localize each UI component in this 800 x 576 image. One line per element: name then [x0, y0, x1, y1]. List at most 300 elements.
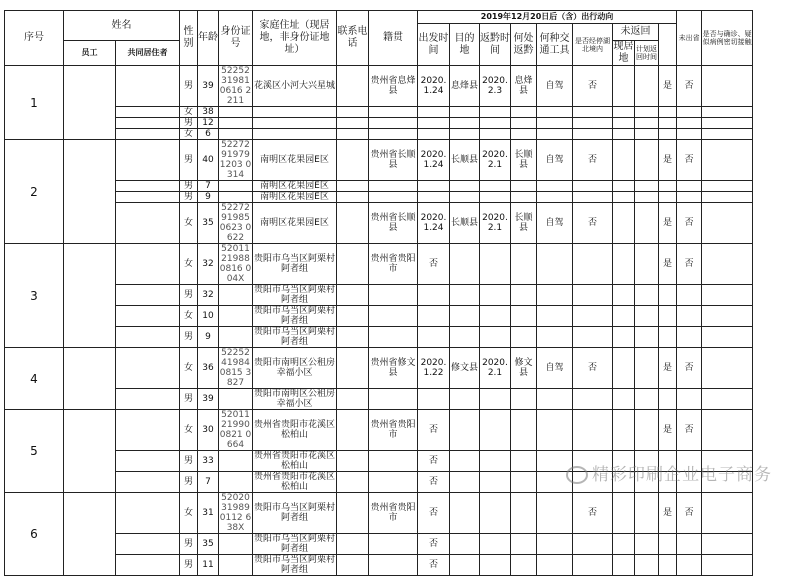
return-place-cell	[511, 534, 537, 555]
table-row	[5, 140, 753, 181]
header-age: 年龄	[198, 11, 219, 66]
phone-cell	[337, 555, 369, 576]
age-cell: 38	[198, 107, 219, 118]
gender-cell: 男	[180, 118, 198, 129]
current-location-cell	[613, 107, 635, 118]
gender-cell: 男	[180, 555, 198, 576]
destination-cell	[450, 451, 480, 472]
header-return-place: 何处返黔	[511, 24, 537, 66]
destination-cell: 长顺县	[450, 203, 480, 244]
phone-cell	[337, 203, 369, 244]
id-card-cell: 52272919791203 0314	[219, 140, 252, 180]
seq-cell: 5	[5, 410, 64, 493]
current-location-cell	[613, 203, 635, 244]
employee-name-cell	[64, 66, 116, 140]
cohabitant-name-cell	[116, 348, 180, 389]
depart-time-cell: 否	[418, 555, 450, 576]
current-location-cell	[613, 348, 635, 389]
remark-cell	[702, 555, 753, 576]
destination-cell	[450, 285, 480, 306]
phone-cell	[337, 66, 369, 107]
depart-time-cell: 否	[418, 534, 450, 555]
remark-cell	[702, 118, 753, 129]
return-time-cell	[480, 306, 511, 327]
contact-cell	[677, 107, 702, 118]
destination-cell	[450, 129, 480, 140]
passed-hubei-cell: 否	[573, 493, 613, 534]
current-location-cell	[613, 389, 635, 410]
remark-cell	[702, 493, 753, 534]
header-seq: 序号	[5, 11, 64, 66]
gender-cell: 男	[180, 140, 198, 181]
not-left-cell	[659, 555, 677, 576]
return-time-cell	[480, 534, 511, 555]
remark-cell	[702, 129, 753, 140]
hometown-cell	[369, 107, 418, 118]
return-place-cell: 长顺县	[511, 140, 537, 181]
destination-cell	[450, 410, 480, 451]
cohabitant-name-cell	[116, 285, 180, 306]
address-cell: 贵阳市乌当区阿栗村阿者组	[253, 327, 335, 347]
header-depart-time: 出发时间	[418, 24, 450, 66]
return-time-cell: 2020.2.1	[480, 140, 511, 181]
address-cell: 南明区花果园E区	[253, 192, 337, 203]
transport-cell	[537, 555, 573, 576]
id-card-cell: 52252319810616 2211	[219, 66, 252, 106]
remark-cell	[702, 66, 753, 107]
id-card-cell: 52020319890112 638X	[219, 493, 252, 533]
return-time-cell	[480, 285, 511, 306]
contact-cell	[677, 306, 702, 327]
destination-cell: 长顺县	[450, 140, 480, 181]
cohabitant-name-cell	[116, 192, 180, 203]
planned-return-cell	[635, 118, 659, 129]
planned-return-cell	[635, 203, 659, 244]
table-row	[5, 306, 753, 327]
id-card-cell	[219, 181, 253, 192]
return-place-cell	[511, 244, 537, 285]
cohabitant-name-cell	[116, 306, 180, 327]
planned-return-cell	[635, 192, 659, 203]
transport-cell: 自驾	[537, 203, 573, 244]
age-cell: 31	[198, 493, 219, 534]
address-cell	[253, 107, 337, 118]
address-cell	[253, 118, 337, 129]
planned-return-cell	[635, 348, 659, 389]
phone-cell	[337, 129, 369, 140]
passed-hubei-cell	[573, 555, 613, 576]
destination-cell	[450, 493, 480, 534]
passed-hubei-cell	[573, 107, 613, 118]
table-row	[5, 181, 753, 192]
current-location-cell	[613, 244, 635, 285]
address-cell: 南明区花果园E区	[253, 203, 337, 244]
transport-cell: 自驾	[537, 140, 573, 181]
depart-time-cell: 否	[418, 493, 450, 534]
id-card-cell	[219, 192, 253, 203]
remark-cell	[702, 327, 753, 348]
transport-cell: 自驾	[537, 66, 573, 107]
planned-return-cell	[635, 244, 659, 285]
cohabitant-name-cell	[116, 129, 180, 140]
cohabitant-name-cell	[116, 107, 180, 118]
table-row	[5, 389, 753, 410]
not-left-cell	[659, 389, 677, 410]
destination-cell	[450, 181, 480, 192]
id-card-cell	[219, 107, 253, 118]
hometown-cell	[369, 472, 418, 493]
address-cell: 贵阳市南明区公租房幸福小区	[253, 348, 337, 389]
return-time-cell	[480, 118, 511, 129]
planned-return-cell	[635, 327, 659, 348]
passed-hubei-cell	[573, 118, 613, 129]
not-left-cell: 是	[659, 203, 677, 244]
gender-cell: 女	[180, 129, 198, 140]
phone-cell	[337, 472, 369, 493]
return-time-cell	[480, 451, 511, 472]
employee-name-cell	[64, 140, 116, 244]
not-left-cell	[659, 181, 677, 192]
transport-cell: 自驾	[537, 348, 573, 389]
transport-cell	[537, 389, 573, 410]
hometown-cell	[369, 285, 418, 306]
transport-cell	[537, 118, 573, 129]
contact-cell	[677, 389, 702, 410]
planned-return-cell	[635, 140, 659, 181]
planned-return-cell	[635, 410, 659, 451]
depart-time-cell	[418, 285, 450, 306]
planned-return-cell	[635, 66, 659, 107]
return-time-cell	[480, 129, 511, 140]
not-left-cell	[659, 129, 677, 140]
age-cell: 33	[198, 451, 219, 472]
destination-cell	[450, 389, 480, 410]
remark-cell	[702, 192, 753, 203]
table-row	[5, 107, 753, 118]
hometown-cell: 贵州省修文县	[369, 348, 418, 389]
remark-cell	[702, 203, 753, 244]
hometown-cell	[369, 129, 418, 140]
passed-hubei-cell: 否	[573, 348, 613, 389]
planned-return-cell	[635, 555, 659, 576]
id-card-cell	[219, 129, 253, 140]
address-cell: 贵州省贵阳市花溪区松柏山	[253, 472, 335, 492]
depart-time-cell: 2020.1.24	[418, 66, 450, 107]
id-card-cell: 52011219880816 004X	[219, 244, 252, 284]
current-location-cell	[613, 140, 635, 181]
return-place-cell: 息烽县	[511, 66, 537, 107]
current-location-cell	[613, 327, 635, 348]
transport-cell	[537, 306, 573, 327]
current-location-cell	[613, 306, 635, 327]
current-location-cell	[613, 410, 635, 451]
depart-time-cell	[418, 327, 450, 348]
not-left-cell	[659, 534, 677, 555]
depart-time-cell: 2020.1.24	[418, 140, 450, 181]
gender-cell: 女	[180, 348, 198, 389]
address-cell: 花溪区小河大兴星城	[253, 66, 337, 107]
id-card-cell	[219, 451, 253, 472]
gender-cell: 男	[180, 472, 198, 493]
passed-hubei-cell: 否	[573, 66, 613, 107]
passed-hubei-cell	[573, 534, 613, 555]
cohabitant-name-cell	[116, 451, 180, 472]
remark-cell	[702, 389, 753, 410]
contact-cell: 否	[677, 140, 702, 181]
table-row	[5, 534, 753, 555]
not-left-cell	[659, 107, 677, 118]
current-location-cell	[613, 118, 635, 129]
return-place-cell	[511, 327, 537, 348]
depart-time-cell: 否	[418, 244, 450, 285]
hometown-cell	[369, 306, 418, 327]
depart-time-cell	[418, 129, 450, 140]
hometown-cell: 贵州省息烽县	[369, 66, 418, 107]
cohabitant-name-cell	[116, 555, 180, 576]
transport-cell	[537, 285, 573, 306]
cohabitant-name-cell	[116, 66, 180, 107]
address-cell: 贵阳市乌当区阿栗村阿者组	[253, 244, 337, 285]
passed-hubei-cell	[573, 285, 613, 306]
id-card-cell	[219, 285, 253, 306]
remark-cell	[702, 107, 753, 118]
planned-return-cell	[635, 493, 659, 534]
hometown-cell: 贵州省长顺县	[369, 203, 418, 244]
contact-cell	[677, 129, 702, 140]
destination-cell	[450, 244, 480, 285]
seq-cell: 1	[5, 66, 64, 140]
phone-cell	[337, 493, 369, 534]
wechat-icon	[566, 466, 588, 484]
age-cell: 12	[198, 118, 219, 129]
employee-name-cell	[64, 410, 116, 493]
return-time-cell: 2020.2.1	[480, 348, 511, 389]
destination-cell	[450, 107, 480, 118]
gender-cell: 男	[180, 192, 198, 203]
age-cell: 39	[198, 389, 219, 410]
table-row	[5, 118, 753, 129]
gender-cell: 男	[180, 451, 198, 472]
gender-cell: 男	[180, 181, 198, 192]
address-cell: 贵阳市南明区公租房幸福小区	[253, 389, 335, 409]
header-planned-return: 计划返回时间	[635, 41, 659, 66]
address-cell: 贵阳市乌当区阿栗村阿者组	[253, 493, 337, 534]
not-left-cell: 是	[659, 244, 677, 285]
contact-cell: 否	[677, 410, 702, 451]
header-destination: 目的地	[450, 24, 480, 66]
address-cell: 贵州省贵阳市花溪区松柏山	[253, 451, 335, 471]
gender-cell: 女	[180, 203, 198, 244]
hometown-cell	[369, 389, 418, 410]
hometown-cell	[369, 555, 418, 576]
passed-hubei-cell	[573, 244, 613, 285]
depart-time-cell	[418, 192, 450, 203]
depart-time-cell: 2020.1.22	[418, 348, 450, 389]
planned-return-cell	[635, 534, 659, 555]
return-time-cell	[480, 107, 511, 118]
transport-cell	[537, 107, 573, 118]
id-card-cell	[219, 327, 253, 348]
passed-hubei-cell	[573, 327, 613, 348]
destination-cell	[450, 327, 480, 348]
phone-cell	[337, 140, 369, 181]
transport-cell	[537, 534, 573, 555]
destination-cell	[450, 306, 480, 327]
remark-cell	[702, 306, 753, 327]
current-location-cell	[613, 129, 635, 140]
cohabitant-name-cell	[116, 327, 180, 348]
destination-cell	[450, 534, 480, 555]
passed-hubei-cell	[573, 181, 613, 192]
return-time-cell	[480, 327, 511, 348]
return-time-cell	[480, 472, 511, 493]
planned-return-cell	[635, 129, 659, 140]
hometown-cell: 贵州省贵阳市	[369, 493, 418, 534]
hometown-cell: 贵州省长顺县	[369, 140, 418, 181]
remark-cell	[702, 534, 753, 555]
return-place-cell	[511, 129, 537, 140]
gender-cell: 女	[180, 306, 198, 327]
return-place-cell	[511, 181, 537, 192]
address-cell: 贵阳市乌当区阿栗村阿者组	[253, 555, 335, 575]
age-cell: 36	[198, 348, 219, 389]
depart-time-cell: 否	[418, 451, 450, 472]
hometown-cell: 贵州省贵阳市	[369, 244, 418, 285]
return-place-cell	[511, 451, 537, 472]
remark-cell	[702, 285, 753, 306]
header-phone: 联系电话	[337, 11, 369, 66]
age-cell: 10	[198, 306, 219, 327]
watermark-text: 精彩印刷企业电子商务	[592, 465, 772, 485]
contact-cell: 否	[677, 203, 702, 244]
gender-cell: 男	[180, 327, 198, 348]
depart-time-cell: 否	[418, 472, 450, 493]
current-location-cell	[613, 285, 635, 306]
transport-cell	[537, 244, 573, 285]
address-cell: 贵州省贵阳市花溪区松柏山	[253, 410, 337, 451]
employee-name-cell	[64, 348, 116, 410]
gender-cell: 男	[180, 285, 198, 306]
not-left-cell	[659, 327, 677, 348]
depart-time-cell	[418, 389, 450, 410]
current-location-cell	[613, 493, 635, 534]
id-card-cell	[219, 389, 253, 410]
destination-cell	[450, 118, 480, 129]
return-place-cell	[511, 107, 537, 118]
planned-return-cell	[635, 306, 659, 327]
gender-cell: 女	[180, 107, 198, 118]
address-cell: 贵阳市乌当区阿栗村阿者组	[253, 285, 335, 305]
return-place-cell	[511, 493, 537, 534]
return-time-cell: 2020.2.3	[480, 66, 511, 107]
transport-cell	[537, 410, 573, 451]
current-location-cell	[613, 181, 635, 192]
age-cell: 7	[198, 181, 219, 192]
return-place-cell	[511, 285, 537, 306]
hometown-cell	[369, 181, 418, 192]
return-time-cell	[480, 192, 511, 203]
address-cell: 贵阳市乌当区阿栗村阿者组	[253, 306, 335, 326]
destination-cell: 修文县	[450, 348, 480, 389]
current-location-cell	[613, 555, 635, 576]
cohabitant-name-cell	[116, 472, 180, 493]
age-cell: 9	[198, 192, 219, 203]
transport-cell	[537, 493, 573, 534]
not-left-cell: 是	[659, 493, 677, 534]
passed-hubei-cell	[573, 410, 613, 451]
seq-cell: 3	[5, 244, 64, 348]
planned-return-cell	[635, 107, 659, 118]
return-time-cell: 2020.2.1	[480, 203, 511, 244]
id-card-cell	[219, 472, 253, 493]
id-card-cell	[219, 555, 253, 576]
table-row	[5, 493, 753, 534]
gender-cell: 男	[180, 534, 198, 555]
remark-cell	[702, 244, 753, 285]
table-row	[5, 410, 753, 451]
transport-cell	[537, 327, 573, 348]
not-left-cell	[659, 285, 677, 306]
not-left-cell: 是	[659, 66, 677, 107]
return-place-cell	[511, 118, 537, 129]
cohabitant-name-cell	[116, 534, 180, 555]
cohabitant-name-cell	[116, 389, 180, 410]
table-row	[5, 192, 753, 203]
table-row	[5, 555, 753, 576]
hometown-cell	[369, 327, 418, 348]
planned-return-cell	[635, 389, 659, 410]
phone-cell	[337, 306, 369, 327]
return-place-cell	[511, 306, 537, 327]
header-transport: 何种交通工具	[537, 24, 573, 66]
phone-cell	[337, 181, 369, 192]
age-cell: 7	[198, 472, 219, 493]
age-cell: 35	[198, 203, 219, 244]
phone-cell	[337, 285, 369, 306]
return-time-cell	[480, 389, 511, 410]
return-time-cell	[480, 410, 511, 451]
hometown-cell	[369, 192, 418, 203]
address-cell: 贵阳市乌当区阿栗村阿者组	[253, 534, 335, 554]
hometown-cell	[369, 118, 418, 129]
depart-time-cell	[418, 306, 450, 327]
contact-cell: 否	[677, 493, 702, 534]
header-current-location: 现居地	[613, 41, 634, 64]
seq-cell: 4	[5, 348, 64, 410]
age-cell: 9	[198, 327, 219, 348]
destination-cell	[450, 192, 480, 203]
wechat-watermark	[566, 460, 772, 485]
remark-cell	[702, 348, 753, 389]
hometown-cell: 贵州省贵阳市	[369, 410, 418, 451]
header-return-time: 返黔时间	[480, 24, 511, 66]
not-left-cell	[659, 118, 677, 129]
employee-name-cell	[64, 244, 116, 348]
gender-cell: 女	[180, 410, 198, 451]
return-place-cell	[511, 389, 537, 410]
return-time-cell	[480, 181, 511, 192]
cohabitant-name-cell	[116, 181, 180, 192]
depart-time-cell	[418, 181, 450, 192]
current-location-cell	[613, 534, 635, 555]
age-cell: 35	[198, 534, 219, 555]
header-gender: 性别	[180, 11, 198, 66]
passed-hubei-cell: 否	[573, 140, 613, 181]
header-not-left: 未出省	[677, 11, 702, 66]
contact-cell: 否	[677, 348, 702, 389]
id-card-cell: 52272919850623 0622	[219, 203, 252, 243]
return-time-cell	[480, 493, 511, 534]
